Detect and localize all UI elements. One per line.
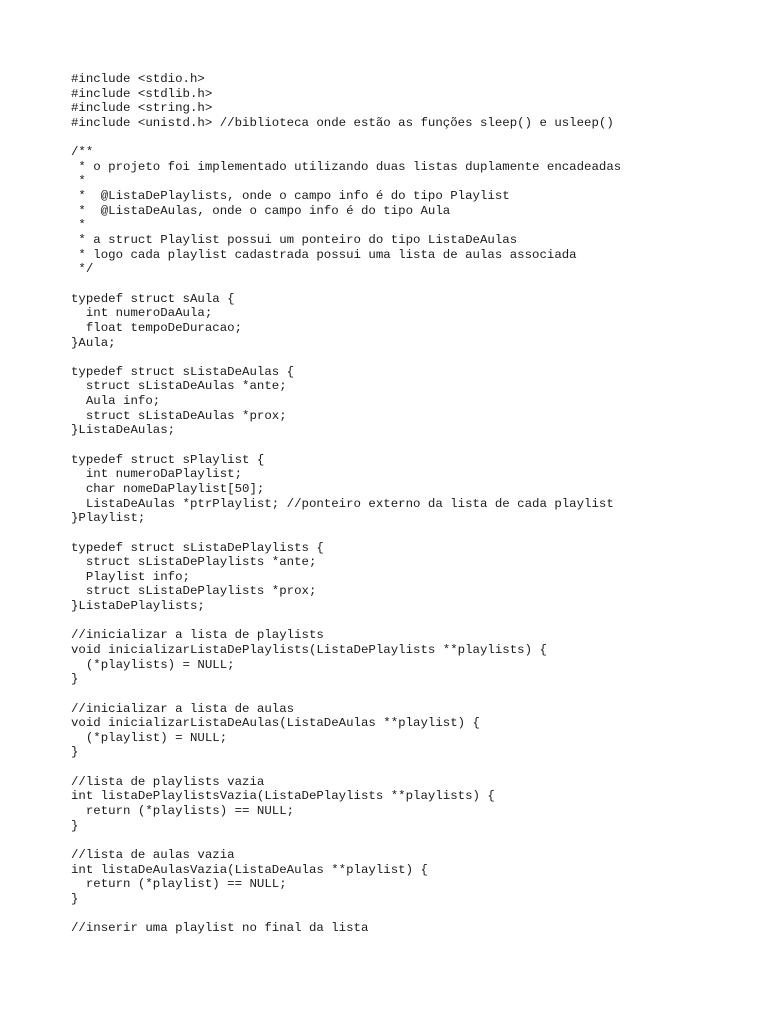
code-line: int listaDePlaylistsVazia(ListaDePlaylists **playlists) {: [71, 789, 495, 804]
code-line: */: [71, 262, 94, 277]
code-line: * o projeto foi implementado utilizando duas listas duplamente encadeadas: [71, 159, 622, 174]
code-line: *: [71, 218, 86, 233]
code-line: }ListaDePlaylists;: [71, 599, 205, 614]
code-line: [71, 907, 751, 922]
code-line: [71, 350, 751, 365]
code-line: (*playlists) = NULL;: [71, 657, 235, 672]
code-line: struct sListaDeAulas *ante;: [71, 379, 287, 394]
code-line: [71, 760, 751, 775]
code-line: #include <stdio.h>: [71, 72, 205, 86]
code-line: Aula info;: [71, 394, 161, 409]
code-line: //inicializar a lista de playlists: [71, 628, 324, 643]
code-line: int numeroDaPlaylist;: [71, 467, 243, 482]
code-line: typedef struct sListaDePlaylists {: [71, 540, 324, 555]
code-line: char nomeDaPlaylist[50];: [71, 481, 265, 496]
code-line: * logo cada playlist cadastrada possui uma lista de aulas associada: [71, 247, 577, 262]
code-line: }: [71, 745, 79, 760]
code-line: }: [71, 672, 79, 687]
code-line: [71, 438, 751, 453]
code-line: struct sListaDeAulas *prox;: [71, 408, 287, 423]
code-line: [71, 614, 751, 629]
code-line: }ListaDeAulas;: [71, 423, 176, 438]
code-listing: [71, 72, 751, 936]
code-line: * a struct Playlist possui um ponteiro do tipo ListaDeAulas: [71, 233, 518, 248]
code-line: ListaDeAulas *ptrPlaylist; //ponteiro externo da lista de cada playlist: [71, 496, 614, 511]
code-line: #include <string.h>: [71, 101, 213, 116]
code-line: typedef struct sAula {: [71, 291, 235, 306]
code-line: void inicializarListaDeAulas(ListaDeAulas **playlist) {: [71, 716, 480, 731]
code-line: (*playlist) = NULL;: [71, 730, 228, 745]
code-line: //inserir uma playlist no final da lista: [71, 921, 369, 936]
code-line: typedef struct sPlaylist {: [71, 452, 265, 467]
code-line: Playlist info;: [71, 569, 190, 584]
code-line: /**: [71, 145, 94, 160]
code-line: int listaDeAulasVazia(ListaDeAulas **playlist) {: [71, 862, 428, 877]
code-line: struct sListaDePlaylists *prox;: [71, 584, 317, 599]
code-line: typedef struct sListaDeAulas {: [71, 364, 295, 379]
code-line: //lista de aulas vazia: [71, 847, 235, 862]
code-line: void inicializarListaDePlaylists(ListaDePlaylists **playlists) {: [71, 642, 547, 657]
code-line: }Aula;: [71, 335, 116, 350]
code-line: float tempoDeDuracao;: [71, 320, 243, 335]
code-line: return (*playlist) == NULL;: [71, 877, 287, 892]
code-line: [71, 833, 751, 848]
code-line: }: [71, 818, 79, 833]
code-line: [71, 131, 751, 146]
code-line: }: [71, 891, 79, 906]
code-line: //inicializar a lista de aulas: [71, 701, 295, 716]
code-line: *: [71, 174, 86, 189]
code-line: [71, 526, 751, 541]
code-line: //lista de playlists vazia: [71, 774, 265, 789]
code-line: [71, 687, 751, 702]
code-line: return (*playlists) == NULL;: [71, 804, 295, 819]
code-line: }Playlist;: [71, 511, 146, 526]
code-line: [71, 277, 751, 292]
code-line: int numeroDaAula;: [71, 306, 213, 321]
code-line: #include <stdlib.h>: [71, 86, 213, 101]
code-line: #include <unistd.h> //biblioteca onde estão as funções sleep() e usleep(): [71, 115, 614, 130]
code-line: * @ListaDePlaylists, onde o campo info é do tipo Playlist: [71, 189, 510, 204]
code-line: * @ListaDeAulas, onde o campo info é do tipo Aula: [71, 203, 451, 218]
code-line: struct sListaDePlaylists *ante;: [71, 555, 317, 570]
